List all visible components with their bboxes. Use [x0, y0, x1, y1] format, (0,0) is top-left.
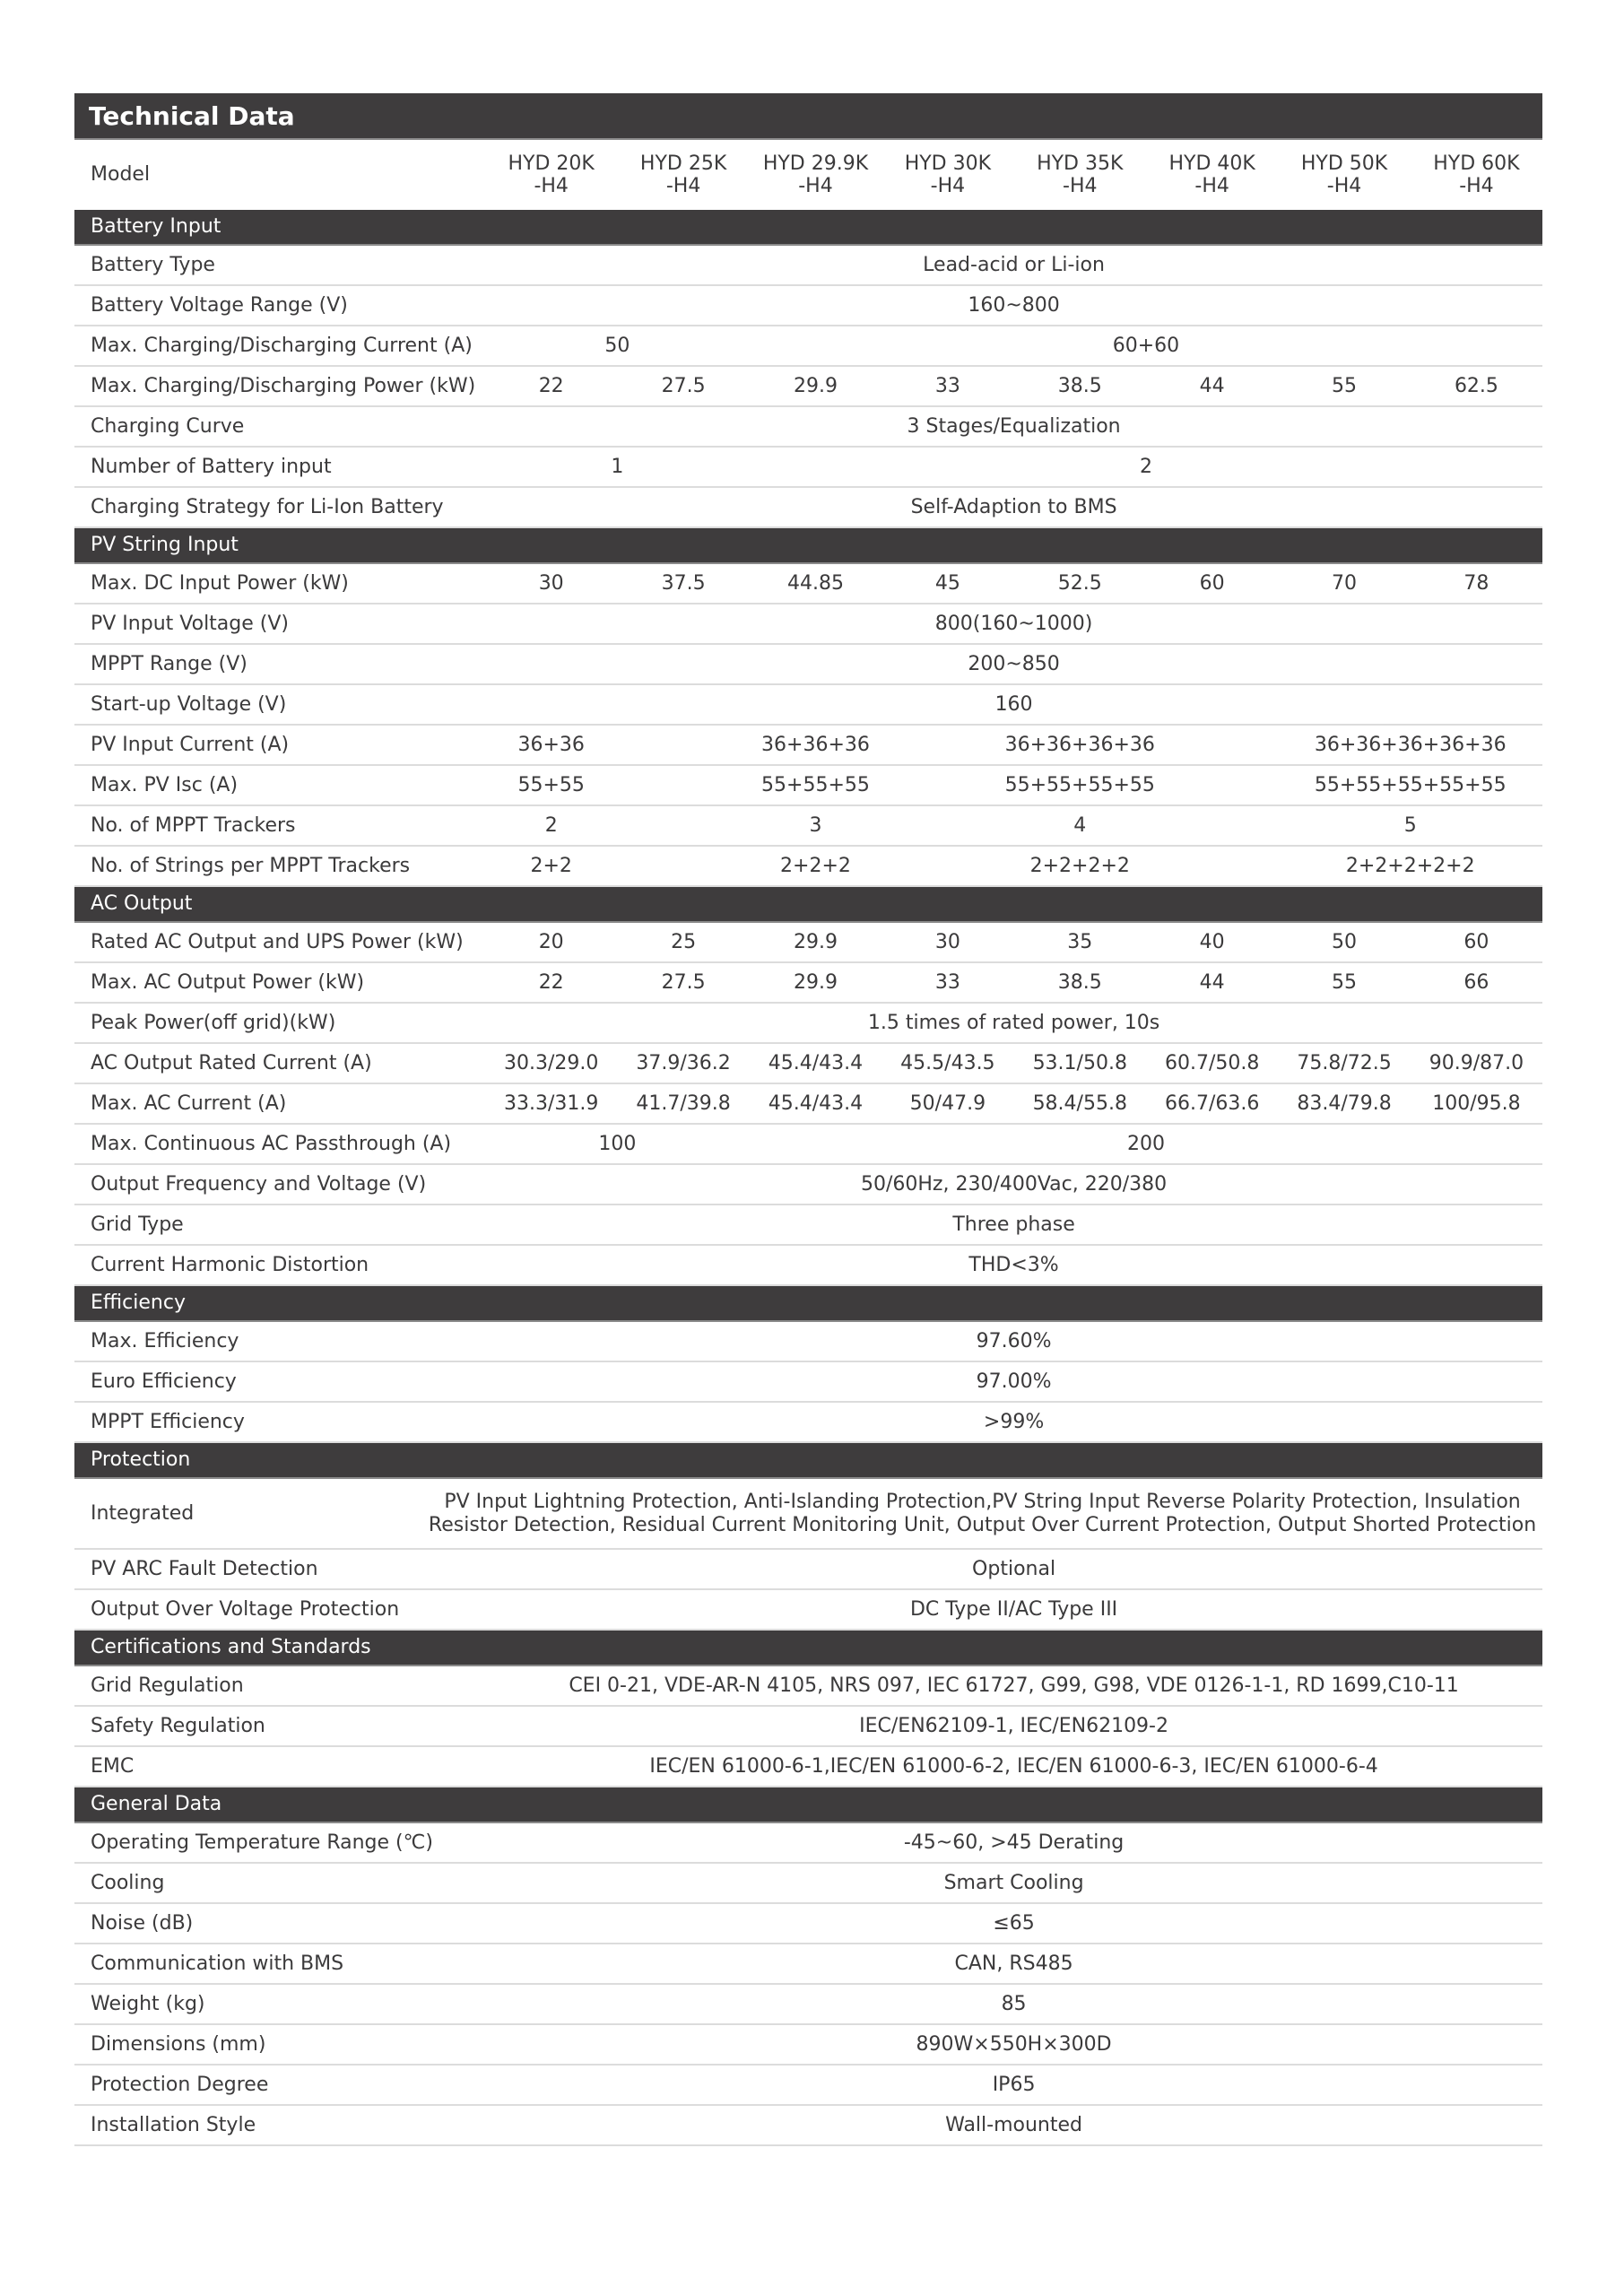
row-value: 2+2+2+2+2	[1278, 846, 1542, 886]
row-value: 83.4/79.8	[1278, 1083, 1410, 1124]
table-row	[74, 326, 1542, 366]
row-value: 36+36+36+36+36	[1278, 725, 1542, 765]
row-value: 27.5	[617, 962, 749, 1003]
table-row	[74, 2065, 1542, 2105]
row-value: 45.4/43.4	[750, 1083, 881, 1124]
row-value: 37.5	[617, 563, 749, 604]
row-label: Integrated	[74, 1478, 485, 1549]
row-label: Communication with BMS	[74, 1944, 485, 1984]
table-row	[74, 1903, 1542, 1944]
row-value: 36+36+36+36	[881, 725, 1278, 765]
row-value: 2+2+2	[750, 846, 881, 886]
row-value: 25	[617, 922, 749, 962]
row-value: 160	[485, 684, 1542, 725]
row-value: 70	[1278, 563, 1410, 604]
row-value: Three phase	[485, 1205, 1542, 1245]
section-title: General Data	[74, 1787, 1542, 1822]
table-row	[74, 245, 1542, 285]
section-header-row	[74, 886, 1542, 922]
row-label: Charging Strategy for Li-Ion Battery	[74, 487, 485, 527]
row-value: 22	[485, 962, 617, 1003]
row-value	[428, 1478, 1542, 1549]
row-value: 2	[750, 447, 1542, 487]
section-title: AC Output	[74, 886, 1542, 922]
row-value: IEC/EN 61000-6-1,IEC/EN 61000-6-2, IEC/EN 61000-6-3, IEC/EN 61000-6-4	[485, 1746, 1542, 1787]
row-value	[617, 846, 749, 886]
row-value: 800(160~1000)	[485, 604, 1542, 644]
row-value: 100	[485, 1124, 750, 1164]
row-label: Max. Charging/Discharging Current (A)	[74, 326, 485, 366]
table-row	[74, 1124, 1542, 1164]
table-row	[74, 765, 1542, 805]
table-row	[74, 1321, 1542, 1361]
row-label: Safety Regulation	[74, 1706, 485, 1746]
section-header-row	[74, 1285, 1542, 1321]
row-value: Optional	[485, 1549, 1542, 1589]
row-label: Rated AC Output and UPS Power (kW)	[74, 922, 485, 962]
row-value: 1	[485, 447, 750, 487]
row-label: Euro Efficiency	[74, 1361, 485, 1402]
row-value: 60+60	[750, 326, 1542, 366]
row-value: 160~800	[485, 285, 1542, 326]
row-value: 29.9	[750, 922, 881, 962]
row-value: 30	[485, 563, 617, 604]
row-value: 33	[881, 366, 1013, 406]
row-label: Protection Degree	[74, 2065, 485, 2105]
table-row	[74, 1478, 1542, 1549]
row-value: >99%	[485, 1402, 1542, 1442]
row-label: Weight (kg)	[74, 1984, 485, 2024]
row-label: PV Input Current (A)	[74, 725, 485, 765]
row-value: 30	[881, 922, 1013, 962]
row-value: 27.5	[617, 366, 749, 406]
table-row	[74, 1402, 1542, 1442]
table-row	[74, 1245, 1542, 1285]
table-row	[74, 1361, 1542, 1402]
row-label: No. of Strings per MPPT Trackers	[74, 846, 485, 886]
model-name: HYD 60K	[1433, 152, 1520, 175]
row-value: 50/47.9	[881, 1083, 1013, 1124]
model-column-header	[1146, 140, 1278, 210]
model-name: HYD 20K	[508, 152, 595, 175]
section-header-row	[74, 527, 1542, 563]
row-value: 85	[485, 1984, 1542, 2024]
row-value: 55+55+55	[750, 765, 881, 805]
row-value: 50	[485, 326, 750, 366]
row-value: Lead-acid or Li-ion	[485, 245, 1542, 285]
table-row	[74, 962, 1542, 1003]
row-label: Max. AC Output Power (kW)	[74, 962, 485, 1003]
model-name: HYD 29.9K	[762, 152, 869, 175]
row-label: PV ARC Fault Detection	[74, 1549, 485, 1589]
row-value: 2+2	[485, 846, 617, 886]
section-header-row	[74, 1630, 1542, 1665]
row-value: 60	[1146, 563, 1278, 604]
row-value: 75.8/72.5	[1278, 1043, 1410, 1083]
model-suffix: -H4	[534, 175, 569, 197]
table-row	[74, 1863, 1542, 1903]
row-value: 44	[1146, 962, 1278, 1003]
section-title: Protection	[74, 1442, 1542, 1478]
model-column-header	[750, 140, 881, 210]
row-label: No. of MPPT Trackers	[74, 805, 485, 846]
row-value: 53.1/50.8	[1014, 1043, 1146, 1083]
row-value: Self-Adaption to BMS	[485, 487, 1542, 527]
row-label: Max. AC Current (A)	[74, 1083, 485, 1124]
row-label: Battery Voltage Range (V)	[74, 285, 485, 326]
row-value: 22	[485, 366, 617, 406]
row-value-text: PV Input Lightning Protection, Anti-Islanding Protection,PV String Input Reverse Polarity Protection, Insulation Resistor Detection, Residual Current Monitoring Unit, Output Over Current Protection, Output Shorted Protection	[428, 1490, 1537, 1536]
row-value: 29.9	[750, 366, 881, 406]
row-value: 36+36+36	[750, 725, 881, 765]
row-label: Number of Battery input	[74, 447, 485, 487]
row-label: Charging Curve	[74, 406, 485, 447]
table-row	[74, 1549, 1542, 1589]
table-row	[74, 1589, 1542, 1630]
section-title: Efficiency	[74, 1285, 1542, 1321]
table-row	[74, 1665, 1542, 1706]
row-label: EMC	[74, 1746, 485, 1787]
row-value: CAN, RS485	[485, 1944, 1542, 1984]
table-row	[74, 1944, 1542, 1984]
row-value: 55+55+55+55+55	[1278, 765, 1542, 805]
row-value: 45.5/43.5	[881, 1043, 1013, 1083]
model-column-header	[881, 140, 1013, 210]
model-column-header	[485, 140, 617, 210]
model-name: HYD 40K	[1168, 152, 1255, 175]
row-label: Installation Style	[74, 2105, 485, 2145]
section-title: Battery Input	[74, 210, 1542, 245]
row-value: 2+2+2+2	[881, 846, 1278, 886]
row-value: 66.7/63.6	[1146, 1083, 1278, 1124]
row-value: 200	[750, 1124, 1542, 1164]
row-value: 20	[485, 922, 617, 962]
table-row	[74, 805, 1542, 846]
table-row	[74, 1205, 1542, 1245]
row-value: IP65	[485, 2065, 1542, 2105]
table-row	[74, 366, 1542, 406]
row-value: 35	[1014, 922, 1146, 962]
row-label: Max. Charging/Discharging Power (kW)	[74, 366, 485, 406]
model-name: HYD 50K	[1300, 152, 1388, 175]
row-value: DC Type II/AC Type III	[485, 1589, 1542, 1630]
table-row	[74, 1164, 1542, 1205]
row-value: 62.5	[1411, 366, 1542, 406]
row-value: 58.4/55.8	[1014, 1083, 1146, 1124]
row-value: 52.5	[1014, 563, 1146, 604]
table-row	[74, 2105, 1542, 2145]
row-value: Wall-mounted	[485, 2105, 1542, 2145]
row-label: Peak Power(off grid)(kW)	[74, 1003, 485, 1043]
row-value: 45	[881, 563, 1013, 604]
table-row	[74, 644, 1542, 684]
table-row	[74, 846, 1542, 886]
table-row	[74, 684, 1542, 725]
row-label: Max. Continuous AC Passthrough (A)	[74, 1124, 485, 1164]
technical-data-sheet	[74, 93, 1542, 2146]
section-header-row	[74, 210, 1542, 245]
table-row	[74, 1822, 1542, 1863]
spec-table	[74, 140, 1542, 2146]
row-value: 2	[485, 805, 617, 846]
row-value: 55	[1278, 366, 1410, 406]
row-label: PV Input Voltage (V)	[74, 604, 485, 644]
section-header-row	[74, 1442, 1542, 1478]
row-value	[617, 765, 749, 805]
row-value: -45~60, >45 Derating	[485, 1822, 1542, 1863]
row-value: ≤65	[485, 1903, 1542, 1944]
row-value: 97.00%	[485, 1361, 1542, 1402]
model-name: HYD 35K	[1037, 152, 1124, 175]
row-label: AC Output Rated Current (A)	[74, 1043, 485, 1083]
row-label: Battery Type	[74, 245, 485, 285]
table-row	[74, 725, 1542, 765]
row-value: 44.85	[750, 563, 881, 604]
row-value: 3 Stages/Equalization	[485, 406, 1542, 447]
row-value: 5	[1278, 805, 1542, 846]
table-row	[74, 1083, 1542, 1124]
row-value	[617, 725, 749, 765]
row-value: 38.5	[1014, 962, 1146, 1003]
row-value: Smart Cooling	[485, 1863, 1542, 1903]
row-value: 60	[1411, 922, 1542, 962]
row-value: 890W×550H×300D	[485, 2024, 1542, 2065]
row-label: Cooling	[74, 1863, 485, 1903]
table-row	[74, 604, 1542, 644]
model-suffix: -H4	[1194, 175, 1229, 197]
row-label: Current Harmonic Distortion	[74, 1245, 485, 1285]
row-label: Max. Efficiency	[74, 1321, 485, 1361]
model-column-header	[617, 140, 749, 210]
model-header-row	[74, 140, 1542, 210]
table-row	[74, 285, 1542, 326]
table-row	[74, 1984, 1542, 2024]
row-value: 41.7/39.8	[617, 1083, 749, 1124]
table-row	[74, 2024, 1542, 2065]
row-value: 90.9/87.0	[1411, 1043, 1542, 1083]
row-value: 36+36	[485, 725, 617, 765]
table-row	[74, 1746, 1542, 1787]
row-label: Output Over Voltage Protection	[74, 1589, 485, 1630]
row-value: IEC/EN62109-1, IEC/EN62109-2	[485, 1706, 1542, 1746]
row-value: 33	[881, 962, 1013, 1003]
row-value	[617, 805, 749, 846]
row-label: Grid Regulation	[74, 1665, 485, 1706]
model-name: HYD 30K	[904, 152, 992, 175]
row-value: CEI 0-21, VDE-AR-N 4105, NRS 097, IEC 61727, G99, G98, VDE 0126-1-1, RD 1699,C10-11	[485, 1665, 1542, 1706]
table-row	[74, 1003, 1542, 1043]
model-suffix: -H4	[1459, 175, 1494, 197]
row-value: 38.5	[1014, 366, 1146, 406]
table-row	[74, 1706, 1542, 1746]
row-label: Noise (dB)	[74, 1903, 485, 1944]
row-value: 44	[1146, 366, 1278, 406]
row-value: 50	[1278, 922, 1410, 962]
row-value: THD<3%	[485, 1245, 1542, 1285]
model-suffix: -H4	[798, 175, 833, 197]
table-row	[74, 487, 1542, 527]
table-row	[74, 406, 1542, 447]
row-value: 37.9/36.2	[617, 1043, 749, 1083]
section-title: PV String Input	[74, 527, 1542, 563]
row-label: Operating Temperature Range (℃)	[74, 1822, 485, 1863]
row-value: 30.3/29.0	[485, 1043, 617, 1083]
row-value: 97.60%	[485, 1321, 1542, 1361]
row-value: 45.4/43.4	[750, 1043, 881, 1083]
row-value: 3	[750, 805, 881, 846]
row-value: 50/60Hz, 230/400Vac, 220/380	[485, 1164, 1542, 1205]
model-column-header	[1014, 140, 1146, 210]
table-row	[74, 563, 1542, 604]
model-name: HYD 25K	[639, 152, 727, 175]
model-label: Model	[91, 163, 151, 186]
row-value: 55+55	[485, 765, 617, 805]
row-label: Dimensions (mm)	[74, 2024, 485, 2065]
table-row	[74, 1043, 1542, 1083]
model-column-header	[1411, 140, 1542, 210]
row-label: Start-up Voltage (V)	[74, 684, 485, 725]
model-suffix: -H4	[1326, 175, 1362, 197]
row-label: Output Frequency and Voltage (V)	[74, 1164, 485, 1205]
model-suffix: -H4	[1063, 175, 1098, 197]
row-value: 1.5 times of rated power, 10s	[485, 1003, 1542, 1043]
row-value: 55+55+55+55	[881, 765, 1278, 805]
row-label: Max. PV Isc (A)	[74, 765, 485, 805]
row-value: 33.3/31.9	[485, 1083, 617, 1124]
row-value: 29.9	[750, 962, 881, 1003]
page-title: Technical Data	[74, 93, 1542, 140]
row-value: 4	[881, 805, 1278, 846]
row-label: MPPT Efficiency	[74, 1402, 485, 1442]
row-value: 40	[1146, 922, 1278, 962]
model-suffix: -H4	[930, 175, 966, 197]
row-label: MPPT Range (V)	[74, 644, 485, 684]
row-value: 100/95.8	[1411, 1083, 1542, 1124]
row-label: Max. DC Input Power (kW)	[74, 563, 485, 604]
table-row	[74, 922, 1542, 962]
row-value: 66	[1411, 962, 1542, 1003]
row-value: 200~850	[485, 644, 1542, 684]
model-suffix: -H4	[665, 175, 701, 197]
model-column-header	[1278, 140, 1410, 210]
section-title: Certifications and Standards	[74, 1630, 1542, 1665]
row-value: 78	[1411, 563, 1542, 604]
row-value: 60.7/50.8	[1146, 1043, 1278, 1083]
row-value: 55	[1278, 962, 1410, 1003]
table-row	[74, 447, 1542, 487]
section-header-row	[74, 1787, 1542, 1822]
row-label: Grid Type	[74, 1205, 485, 1245]
